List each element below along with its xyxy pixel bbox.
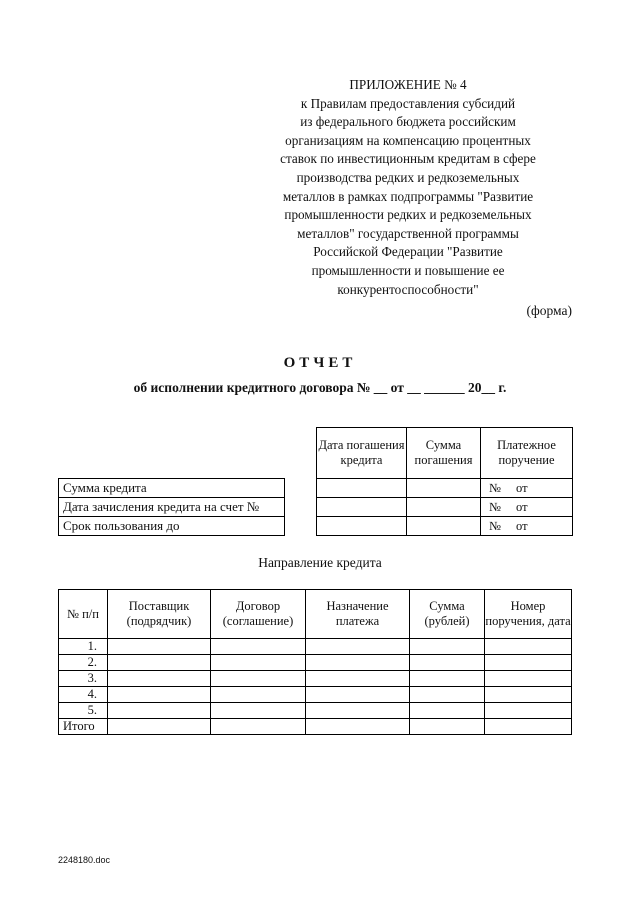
- table-row: [59, 687, 572, 703]
- cell[interactable]: [306, 655, 410, 671]
- cell[interactable]: [108, 671, 211, 687]
- report-title: ОТЧЕТ: [283, 355, 357, 371]
- appendix-line: к Правилам предоставления субсидий: [300, 95, 516, 111]
- header-repayment-sum: Сумма погашения: [407, 428, 481, 479]
- file-reference: 2248180.doc: [58, 855, 111, 865]
- cell[interactable]: [108, 687, 211, 703]
- cell[interactable]: [485, 719, 572, 735]
- cell[interactable]: [407, 498, 481, 517]
- cell[interactable]: [211, 719, 306, 735]
- header-repayment-date: Дата погашения кредита: [317, 428, 407, 479]
- report-subtitle: об исполнении кредитного договора № __ от __ ______ 20__ г.: [133, 380, 507, 395]
- row-number: 2.: [59, 655, 108, 671]
- table-row: [59, 655, 572, 671]
- row-number: 3.: [59, 671, 108, 687]
- appendix-line: Российской Федерации "Развитие: [313, 244, 503, 260]
- cell[interactable]: [108, 703, 211, 719]
- cell[interactable]: [410, 687, 485, 703]
- cell[interactable]: [108, 639, 211, 655]
- row-number: 5.: [59, 703, 108, 719]
- cell[interactable]: [410, 719, 485, 735]
- cell[interactable]: [317, 479, 407, 498]
- cell[interactable]: [211, 703, 306, 719]
- appendix-line: конкурентоспособности": [337, 281, 479, 297]
- row-label: Сумма кредита: [59, 479, 285, 498]
- header-number: № п/п: [59, 590, 108, 639]
- payment-order-cell[interactable]: № от: [481, 479, 573, 498]
- appendix-line: промышленности редких и редкоземельных: [284, 207, 532, 223]
- cell[interactable]: [211, 639, 306, 655]
- cell[interactable]: [410, 639, 485, 655]
- cell[interactable]: [211, 655, 306, 671]
- cell[interactable]: [211, 671, 306, 687]
- cell[interactable]: [485, 687, 572, 703]
- appendix-line: из федерального бюджета российским: [300, 114, 516, 130]
- form-label: (форма): [526, 303, 572, 318]
- cell[interactable]: [306, 687, 410, 703]
- header-supplier: Поставщик (подрядчик): [108, 590, 211, 639]
- appendix-line: промышленности и повышение ее: [311, 262, 505, 278]
- cell[interactable]: [407, 517, 481, 536]
- header-order-number: Номер поручения, дата: [485, 590, 572, 639]
- cell[interactable]: [108, 655, 211, 671]
- total-label: Итого: [59, 719, 108, 735]
- cell[interactable]: [306, 639, 410, 655]
- table-row: [59, 498, 573, 517]
- cell[interactable]: [317, 517, 407, 536]
- row-number: 1.: [59, 639, 108, 655]
- row-label: Дата зачисления кредита на счет №: [59, 498, 285, 517]
- cell[interactable]: [306, 671, 410, 687]
- cell[interactable]: [485, 671, 572, 687]
- cell[interactable]: [410, 655, 485, 671]
- cell[interactable]: [306, 719, 410, 735]
- cell[interactable]: [485, 655, 572, 671]
- cell[interactable]: [485, 703, 572, 719]
- cell[interactable]: [108, 719, 211, 735]
- row-label: Срок пользования до: [59, 517, 285, 536]
- cell[interactable]: [407, 479, 481, 498]
- appendix-line: организациям на компенсацию процентных: [285, 132, 531, 148]
- credit-table: [58, 427, 573, 536]
- appendix-line: металлов" государственной программы: [297, 225, 519, 241]
- appendix-line: металлов в рамках подпрограммы "Развитие: [282, 188, 534, 204]
- table-row: [59, 479, 573, 498]
- row-number: 4.: [59, 687, 108, 703]
- cell[interactable]: [485, 639, 572, 655]
- header-purpose: Назначение платежа: [306, 590, 410, 639]
- appendix-line: ПРИЛОЖЕНИЕ № 4: [349, 77, 467, 92]
- direction-table: [58, 589, 572, 735]
- header-contract: Договор (соглашение): [211, 590, 306, 639]
- table-row: [59, 517, 573, 536]
- table-row: [59, 703, 572, 719]
- cell[interactable]: [410, 703, 485, 719]
- table-row-total: [59, 719, 572, 735]
- cell[interactable]: [211, 687, 306, 703]
- direction-title: Направление кредита: [258, 555, 382, 570]
- appendix-header: [258, 76, 558, 299]
- cell[interactable]: [410, 671, 485, 687]
- cell[interactable]: [317, 498, 407, 517]
- payment-order-cell[interactable]: № от: [481, 498, 573, 517]
- table-row: [59, 671, 572, 687]
- appendix-line: производства редких и редкоземельных: [296, 169, 520, 185]
- header-payment-order: Платежное поручение: [481, 428, 573, 479]
- payment-order-cell[interactable]: № от: [481, 517, 573, 536]
- header-sum: Сумма (рублей): [410, 590, 485, 639]
- cell[interactable]: [306, 703, 410, 719]
- appendix-line: ставок по инвестиционным кредитам в сфере: [280, 151, 536, 167]
- table-row: [59, 639, 572, 655]
